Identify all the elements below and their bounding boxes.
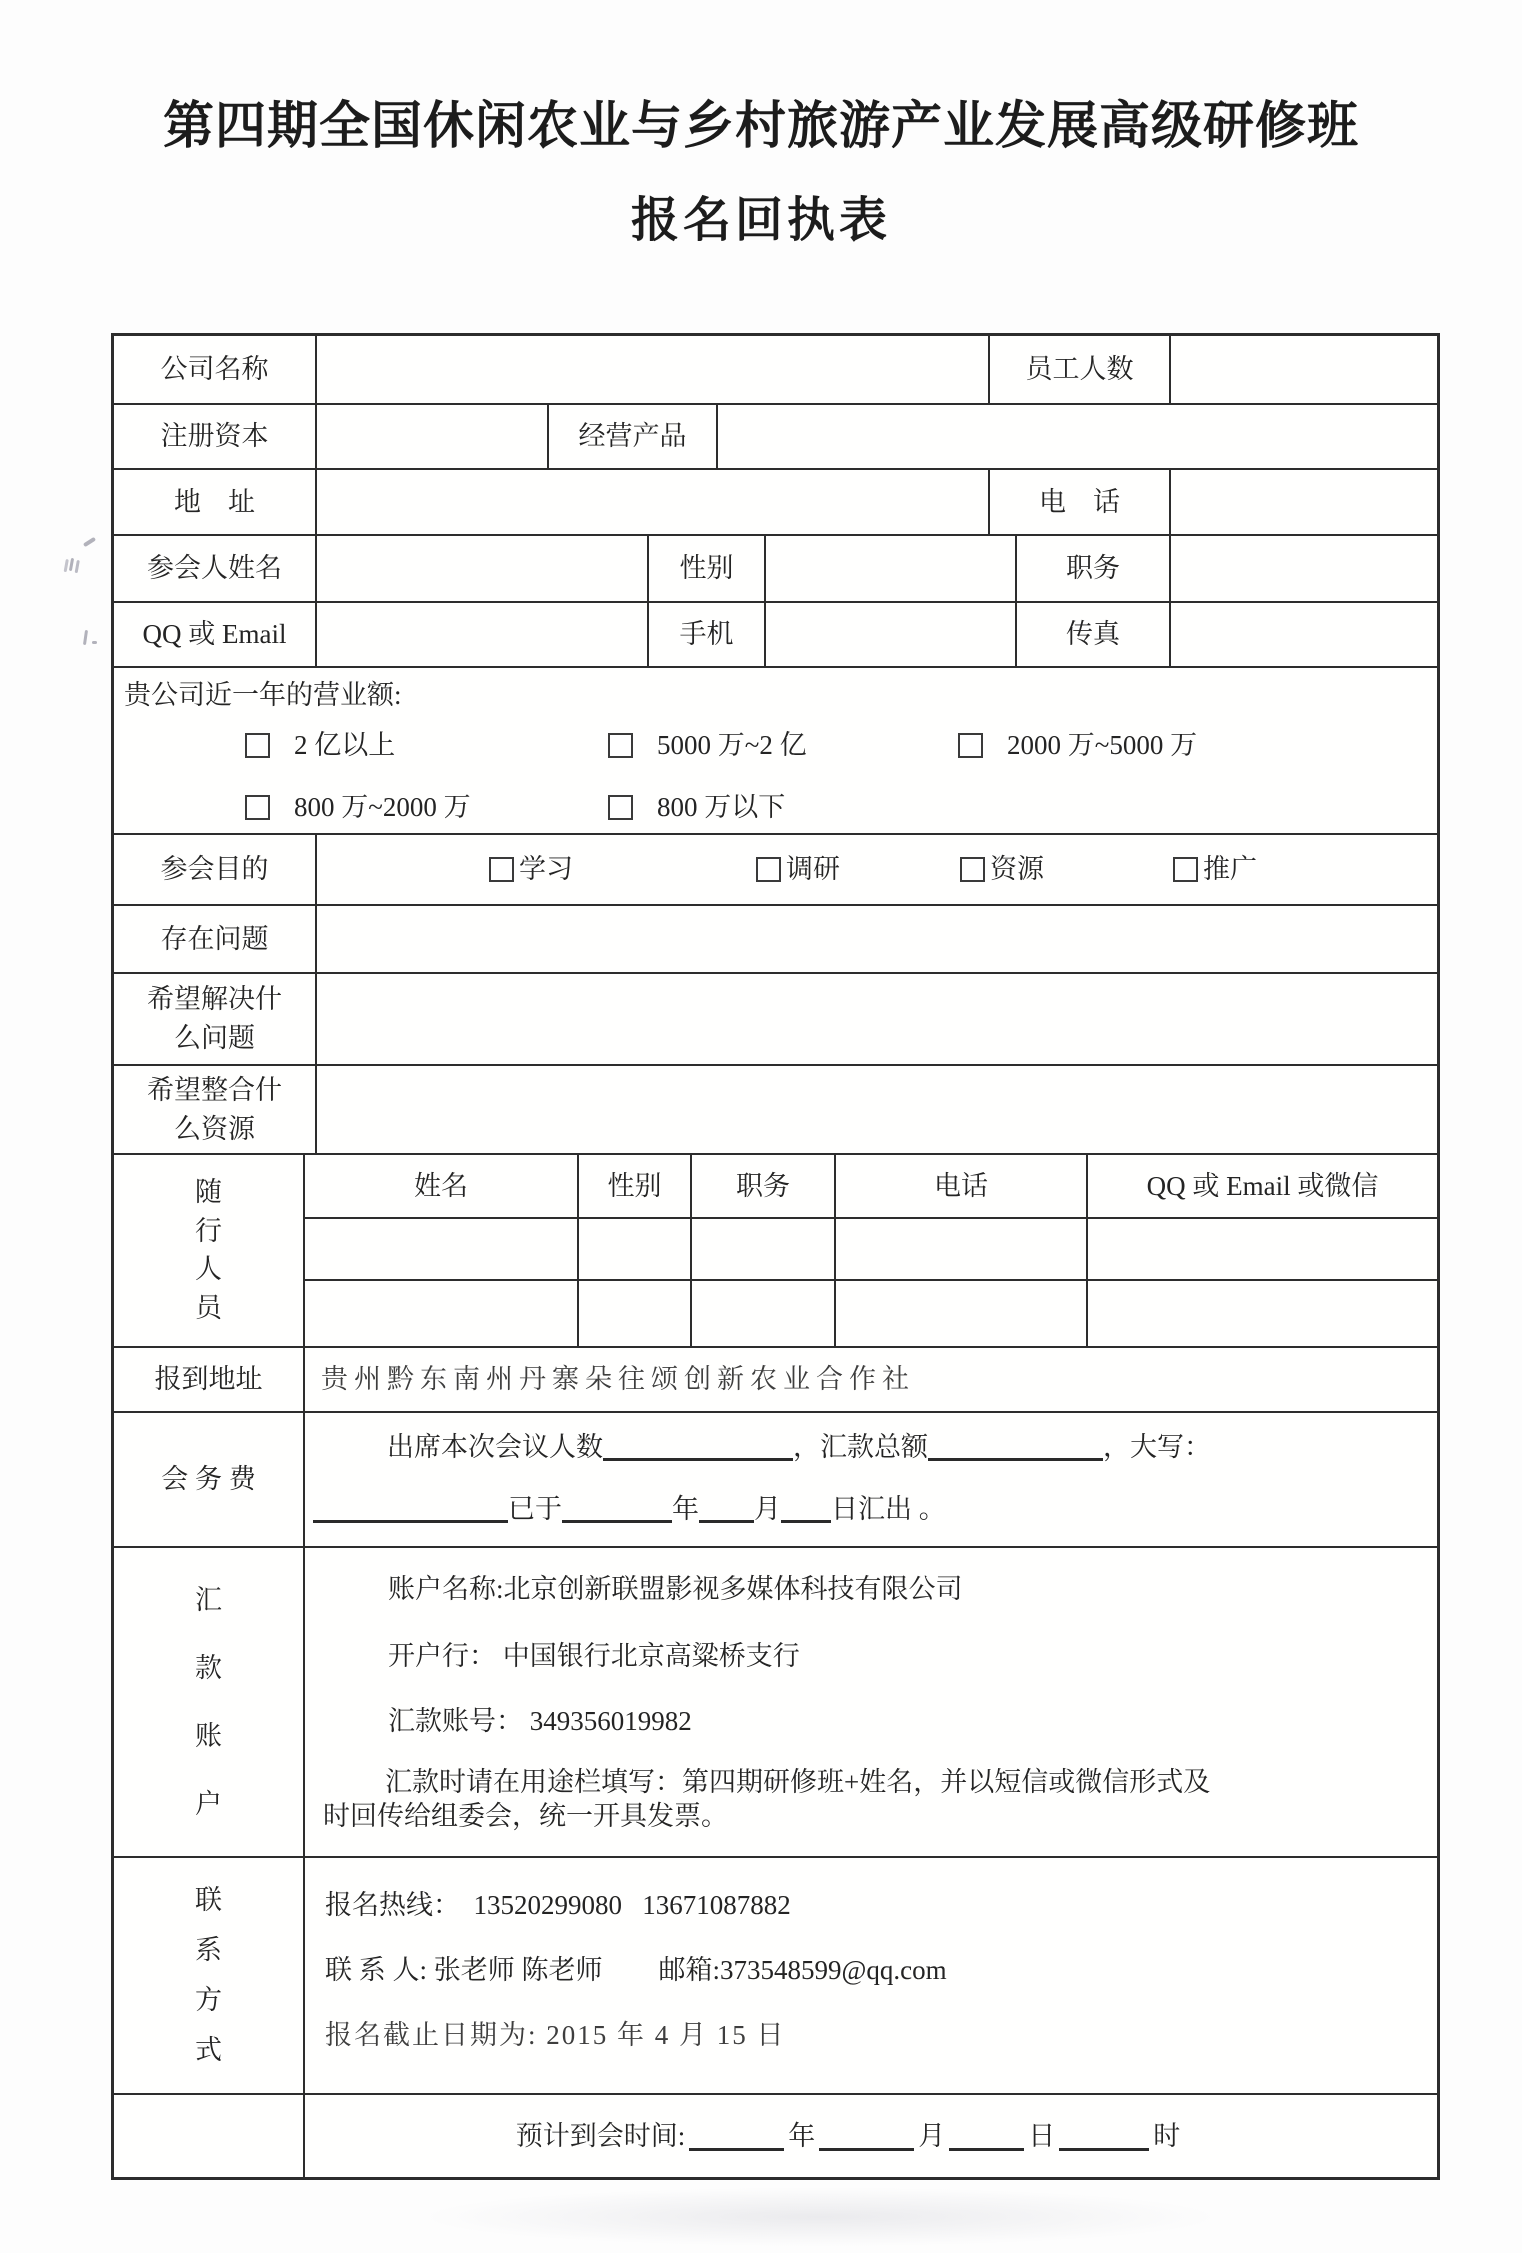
fill-in-blank xyxy=(1059,2121,1149,2151)
purpose-option xyxy=(1173,851,1257,887)
companion-gender-header: 性别 xyxy=(579,1155,692,1217)
empty-cell xyxy=(579,1219,692,1279)
revenue-options-line1 xyxy=(245,727,1197,763)
fee-text: ，汇款总额 xyxy=(793,1432,928,1462)
arrival-unit: 时 xyxy=(1153,2120,1181,2151)
companions-empty-row xyxy=(305,1281,1437,1346)
checkin-row xyxy=(114,1348,1437,1413)
contact-persons: 联 系 人: 张老师 陈老师 xyxy=(325,1955,603,1985)
empty-cell xyxy=(836,1219,1088,1279)
checkbox-icon xyxy=(608,795,633,820)
form-subtitle: 报名回执表 xyxy=(630,194,891,247)
remittance-label xyxy=(114,1548,305,1856)
scan-artifact xyxy=(83,630,88,645)
fee-label: 会 务 费 xyxy=(114,1413,305,1546)
empty-cell xyxy=(305,1219,579,1279)
purpose-option xyxy=(489,851,756,887)
employee-count-label: 员工人数 xyxy=(990,336,1171,403)
arrival-unit: 月 xyxy=(918,2120,946,2151)
hope-integrate-label: 希望整合什么资源 xyxy=(114,1066,317,1153)
checkbox-icon xyxy=(245,795,270,820)
problems-label: 存在问题 xyxy=(114,906,317,972)
remittance-row xyxy=(114,1548,1437,1858)
fill-in-blank xyxy=(781,1493,831,1523)
checkbox-icon xyxy=(958,733,983,758)
checkbox-icon xyxy=(756,857,781,882)
business-products-field xyxy=(718,405,1437,468)
companion-title-header: 职务 xyxy=(692,1155,836,1217)
hope-integrate-field xyxy=(317,1066,1437,1153)
purpose-option-label: 调研 xyxy=(786,854,840,885)
empty-cell xyxy=(692,1219,836,1279)
revenue-option xyxy=(958,727,1197,763)
fill-in-blank xyxy=(562,1493,672,1523)
company-name-field xyxy=(317,336,990,403)
checkin-address-value: 贵州黔东南州丹寨朵往颂创新农业合作社 xyxy=(321,1364,915,1395)
telephone-field xyxy=(1171,470,1437,534)
arrival-prefix: 预计到会时间: xyxy=(515,2120,686,2151)
hope-solve-label: 希望解决什么问题 xyxy=(114,974,317,1064)
fill-in-blank xyxy=(603,1431,793,1461)
checkbox-icon xyxy=(608,733,633,758)
hope-solve-field xyxy=(317,974,1437,1064)
checkin-label: 报到地址 xyxy=(114,1348,305,1411)
fee-text: 月 xyxy=(754,1494,781,1525)
companions-header-row xyxy=(305,1155,1437,1219)
job-title-field xyxy=(1171,536,1437,601)
fee-line2 xyxy=(313,1491,946,1527)
table-row xyxy=(114,603,1437,668)
label-char: 式 xyxy=(195,2034,222,2065)
empty-cell xyxy=(305,1281,579,1346)
revenue-question-label: 贵公司近一年的营业额: xyxy=(124,680,402,710)
contact-label xyxy=(114,1858,305,2093)
label-char: 户 xyxy=(195,1788,222,1819)
fax-field xyxy=(1171,603,1437,666)
label-char: 系 xyxy=(195,1935,222,1966)
empty-cell xyxy=(1088,1219,1437,1279)
scan-artifact xyxy=(92,641,97,644)
revenue-section xyxy=(114,668,1437,833)
companion-phone-header: 电话 xyxy=(836,1155,1088,1217)
table-row xyxy=(114,470,1437,536)
label-char: 汇 xyxy=(195,1584,222,1615)
registered-capital-label: 注册资本 xyxy=(114,405,317,468)
purpose-label: 参会目的 xyxy=(114,835,317,904)
fill-in-blank xyxy=(819,2121,914,2151)
mobile-label: 手机 xyxy=(649,603,766,666)
fee-text: 日汇出 。 xyxy=(831,1494,946,1525)
qq-email-field xyxy=(317,603,649,666)
empty-cell xyxy=(836,1281,1088,1346)
revenue-option-label: 800 万以下 xyxy=(657,791,786,822)
problems-field xyxy=(317,906,1437,972)
fill-in-blank xyxy=(689,2121,784,2151)
contact-email: 邮箱:373548599@qq.com xyxy=(658,1955,947,1985)
fee-text: 出席本次会议人数 xyxy=(387,1432,603,1462)
label-char: 随 xyxy=(195,1176,222,1207)
address-label: 地 址 xyxy=(114,470,317,534)
companions-section xyxy=(114,1155,1437,1348)
table-row xyxy=(114,1066,1437,1155)
purpose-option xyxy=(756,851,960,887)
attendee-name-field xyxy=(317,536,649,601)
contact-persons-line xyxy=(325,1953,947,1987)
purpose-option-label: 资源 xyxy=(990,854,1044,885)
remittance-content xyxy=(305,1548,1437,1856)
hotline-line xyxy=(325,1888,791,1922)
purpose-option-label: 学习 xyxy=(519,854,573,885)
table-row xyxy=(114,906,1437,974)
fee-line1 xyxy=(387,1429,1211,1465)
empty-cell xyxy=(692,1281,836,1346)
arrival-content xyxy=(305,2095,1437,2177)
revenue-row xyxy=(114,668,1437,835)
fill-in-blank xyxy=(928,1431,1103,1461)
revenue-options-line2 xyxy=(245,789,785,825)
revenue-option xyxy=(608,789,785,825)
revenue-option xyxy=(245,789,608,825)
registered-capital-field xyxy=(317,405,549,468)
company-name-label: 公司名称 xyxy=(114,336,317,403)
label-char: 款 xyxy=(195,1652,222,1683)
fill-in-blank xyxy=(313,1493,508,1523)
companions-label xyxy=(114,1155,305,1346)
checkbox-icon xyxy=(960,857,985,882)
checkbox-icon xyxy=(245,733,270,758)
account-number-line: 汇款账号： 349356019982 xyxy=(388,1706,692,1736)
revenue-option-label: 2 亿以上 xyxy=(294,730,396,761)
deadline-line xyxy=(325,2018,786,2052)
revenue-option-label: 2000 万~5000 万 xyxy=(1007,730,1198,761)
table-row xyxy=(114,974,1437,1066)
arrival-unit: 年 xyxy=(788,2120,816,2151)
fee-text: 年 xyxy=(672,1494,699,1525)
contact-row xyxy=(114,1858,1437,2095)
arrival-row xyxy=(114,2095,1437,2177)
label-char: 人 xyxy=(195,1254,222,1285)
job-title-label: 职务 xyxy=(1017,536,1171,601)
address-field xyxy=(317,470,990,534)
label-char: 账 xyxy=(195,1720,222,1751)
label-char: 方 xyxy=(195,1984,222,2015)
companions-empty-row xyxy=(305,1219,1437,1281)
contact-content xyxy=(305,1858,1437,2093)
fee-row xyxy=(114,1413,1437,1548)
revenue-option-label: 5000 万~2 亿 xyxy=(657,730,807,761)
empty-cell xyxy=(1088,1281,1437,1346)
checkbox-icon xyxy=(1173,857,1198,882)
purpose-option xyxy=(960,851,1173,887)
business-products-label: 经营产品 xyxy=(549,405,718,468)
form-title: 第四期全国休闲农业与乡村旅游产业发展高级研修班 xyxy=(162,99,1359,155)
companion-contact-header: QQ 或 Email 或微信 xyxy=(1146,1170,1379,1201)
empty-label-cell xyxy=(114,2095,305,2177)
fee-text: 已于 xyxy=(508,1494,562,1525)
note-text: 汇款时请在用途栏填写：第四期研修班+姓名，并以短信或微信形式及 xyxy=(385,1767,1211,1797)
companion-name-header: 姓名 xyxy=(305,1155,579,1217)
arrival-unit: 日 xyxy=(1028,2120,1056,2151)
purpose-row xyxy=(114,835,1437,906)
employee-count-field xyxy=(1171,336,1437,403)
empty-cell xyxy=(579,1281,692,1346)
deadline-text: 报名截止日期为: 2015 年 4 月 15 日 xyxy=(325,2020,786,2050)
attendee-name-label: 参会人姓名 xyxy=(114,536,317,601)
fee-content xyxy=(305,1413,1437,1546)
registration-table xyxy=(111,333,1440,2180)
bank-line: 开户行： 中国银行北京高粱桥支行 xyxy=(388,1641,800,1671)
hotline-text: 报名热线： 13520299080 13671087882 xyxy=(325,1890,791,1920)
purpose-options xyxy=(317,835,1437,904)
fill-in-blank xyxy=(699,1493,754,1523)
telephone-label: 电 话 xyxy=(990,470,1171,534)
remittance-note xyxy=(323,1765,1409,1833)
revenue-option xyxy=(245,727,608,763)
scan-artifact xyxy=(69,558,74,571)
gender-field xyxy=(766,536,1017,601)
scan-artifact xyxy=(83,537,96,547)
gender-label: 性别 xyxy=(649,536,766,601)
table-row xyxy=(114,536,1437,603)
companions-table xyxy=(305,1155,1437,1346)
fill-in-blank xyxy=(949,2121,1024,2151)
revenue-option-label: 800 万~2000 万 xyxy=(294,791,471,822)
fax-label: 传真 xyxy=(1017,603,1171,666)
mobile-field xyxy=(766,603,1017,666)
fee-text: ，大写： xyxy=(1103,1432,1211,1462)
checkbox-icon xyxy=(489,857,514,882)
scan-shading xyxy=(430,2188,1210,2246)
note-text: 时回传给组委会，统一开具发票。 xyxy=(323,1801,728,1831)
revenue-option xyxy=(608,727,958,763)
label-char: 行 xyxy=(195,1215,222,1246)
qq-email-label: QQ 或 Email xyxy=(114,603,317,666)
table-row xyxy=(114,336,1437,405)
label-char: 员 xyxy=(195,1293,222,1324)
label-char: 联 xyxy=(195,1885,222,1916)
account-name-line: 账户名称:北京创新联盟影视多媒体科技有限公司 xyxy=(388,1574,963,1604)
purpose-option-label: 推广 xyxy=(1203,854,1257,885)
table-row xyxy=(114,405,1437,470)
